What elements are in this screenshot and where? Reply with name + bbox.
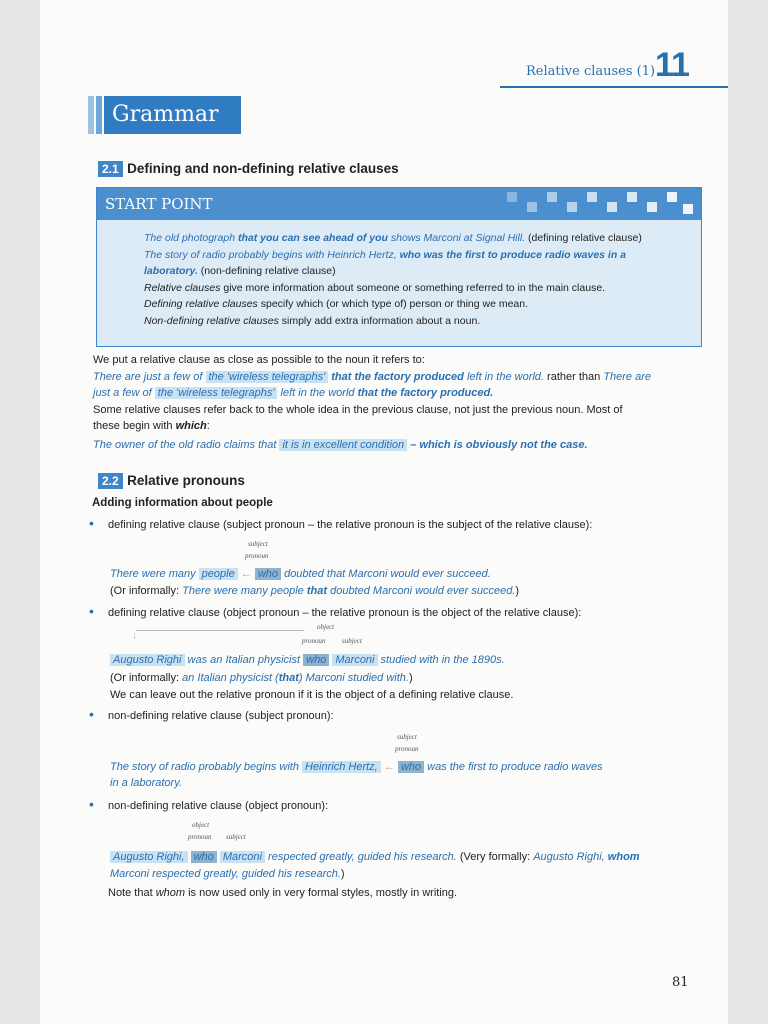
annotation-subject: subject: [226, 833, 246, 841]
bullet-4-note: Note that whom is now used only in very formal styles, mostly in writing.: [108, 887, 458, 899]
checker-pattern: [487, 188, 701, 220]
annotation-pronoun: pronoun: [395, 745, 419, 753]
chapter-title: Relative clauses (1): [526, 64, 656, 79]
sp-line-5: Defining relative clauses specify which (or which type of) person or thing we mean.: [144, 298, 529, 310]
section-title: Relative pronouns: [127, 473, 245, 488]
annotation-subject: subject: [397, 733, 417, 741]
explanation-line-1: We put a relative clause as close as possible to the noun it refers to:: [93, 354, 425, 366]
explanation-line-2: Some relative clauses refer back to the whole idea in the previous clause, not just the previous noun. Most of: [93, 403, 623, 416]
sp-line-6: Non-defining relative clauses simply add extra information about a noun.: [144, 314, 481, 327]
bullet-2-note: We can leave out the relative pronoun if it is the object of a defining relative clause.: [110, 689, 514, 701]
bullet-dot: •: [89, 796, 94, 812]
sp-line-4: Relative clauses give more information about someone or something referred to in the main clause.: [144, 281, 606, 294]
bullet-4-example-cont: Marconi respected greatly, guided his research.): [110, 868, 345, 880]
bullet-4-text: non-defining relative clause (object pronoun):: [108, 800, 329, 812]
object-arrow-line: [136, 630, 304, 631]
annotation-pronoun: pronoun: [245, 552, 269, 560]
annotation-object: object: [317, 623, 335, 631]
banner-stripe-2: [96, 96, 102, 134]
bullet-dot: •: [89, 603, 94, 619]
annotation-object: object: [192, 821, 210, 829]
sp-line-2: The story of radio probably begins with Heinrich Hertz, who was the first to produce radio waves in a: [144, 248, 627, 261]
sp-line-3: laboratory. (non-defining relative clause): [144, 265, 336, 277]
example-line-2: just a few of the 'wireless telegraphs' left in the world that the factory produced.: [93, 387, 494, 399]
annotation-pronoun: pronoun: [188, 833, 212, 841]
banner-stripe-1: [88, 96, 94, 134]
bullet-2-informal: (Or informally: an Italian physicist (that) Marconi studied with.): [110, 672, 413, 684]
book-page: [40, 0, 728, 1024]
chapter-number: 11: [655, 46, 689, 84]
start-point-box: [96, 187, 702, 347]
example-line-1: There are just a few of the 'wireless telegraphs' that the factory produced left in the world. rather than There are: [93, 370, 652, 383]
example-line-3: The owner of the old radio claims that it is in excellent condition – which is obviously not the case.: [93, 438, 588, 451]
section-number: 2.1: [98, 161, 123, 177]
bullet-3-text: non-defining relative clause (subject pronoun):: [108, 710, 334, 722]
annotation-subject: subject: [342, 637, 362, 645]
chapter-header: [500, 46, 728, 90]
arrow-left-icon: ←: [380, 761, 398, 773]
subheading-people: Adding information about people: [92, 497, 273, 509]
section-title: Defining and non-defining relative clauses: [127, 161, 399, 176]
annotation-pronoun: pronoun: [302, 637, 326, 645]
page-number: 81: [672, 975, 689, 990]
start-point-title: START POINT: [105, 195, 213, 213]
sp-line-1: The old photograph that you can see ahead of you shows Marconi at Signal Hill. (defining relative clause): [144, 232, 642, 244]
header-rule: [500, 86, 728, 88]
bullet-4-example: Augusto Righi, who Marconi respected greatly, guided his research. (Very formally: Augusto Righi, whom: [110, 849, 640, 865]
bullet-1-example: There were many people ← who doubted that Marconi would ever succeed.: [110, 568, 491, 580]
annotation-subject: subject: [248, 540, 268, 548]
object-arrow-down-icon: ↓: [132, 630, 137, 641]
grammar-banner: [88, 96, 241, 134]
bullet-2-example: Augusto Righi was an Italian physicist who Marconi studied with in the 1890s.: [110, 652, 505, 668]
start-point-body: [144, 230, 704, 329]
start-point-header: [97, 188, 701, 220]
bullet-1-informal: (Or informally: There were many people that doubted Marconi would ever succeed.): [110, 585, 520, 597]
bullet-3-example-cont: in a laboratory.: [110, 777, 182, 789]
bullet-dot: •: [89, 706, 94, 722]
bullet-1-text: defining relative clause (subject pronoun – the relative pronoun is the subject of the relative clause):: [108, 519, 593, 531]
section-2-1-heading: [98, 160, 399, 178]
section-2-2-heading: [98, 472, 245, 490]
arrow-left-icon: ←: [237, 568, 255, 580]
section-number: 2.2: [98, 473, 123, 489]
explanation-block: [93, 352, 705, 453]
bullet-2-text: defining relative clause (object pronoun – the relative pronoun is the object of the relative clause):: [108, 607, 582, 619]
grammar-title: Grammar: [112, 102, 219, 127]
bullet-dot: •: [89, 515, 94, 531]
bullet-3-example: The story of radio probably begins with Heinrich Hertz, ← who was the first to produce radio waves: [110, 761, 603, 773]
explanation-line-3: these begin with which:: [93, 420, 210, 432]
